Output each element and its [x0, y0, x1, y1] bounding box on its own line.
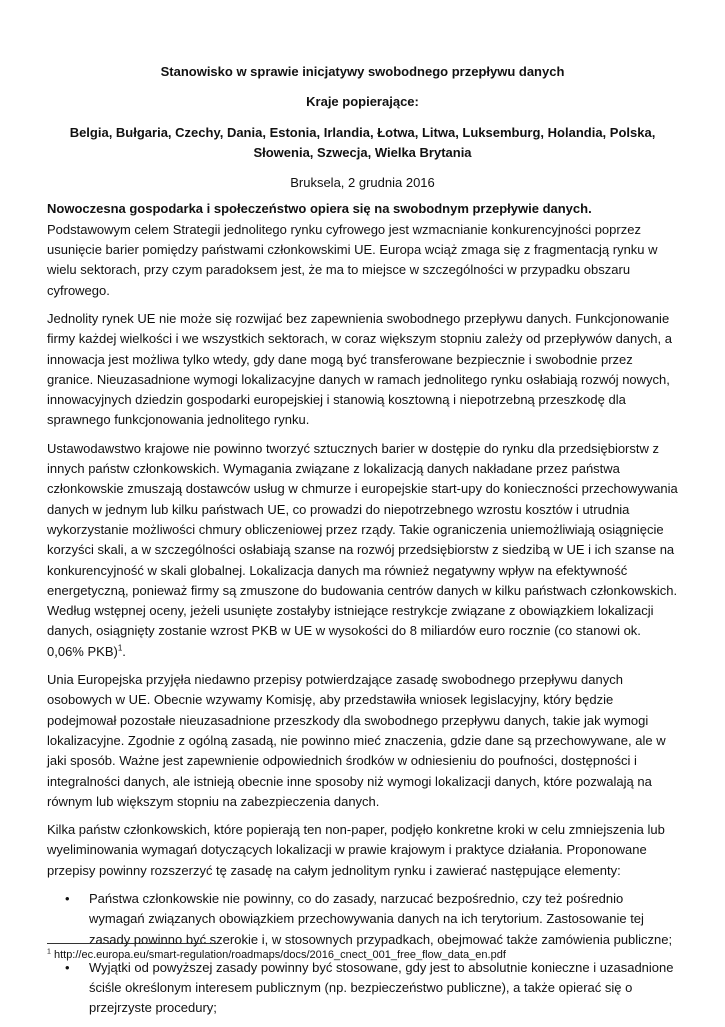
footnote — [47, 948, 678, 962]
paragraph-5: Kilka państw członkowskich, które popierają ten non-paper, podjęło konkretne kroki w celu zmniejszenia lub wyeliminowania wymagań dotyczących lokalizacji w prawie krajowym i praktyce działania. Proponowane przepisy powinny rozszerzyć tę zasadę na całym jednolitym rynku i zawierać następujące elementy: — [47, 822, 665, 878]
supporting-countries: Belgia, Bułgaria, Czechy, Dania, Estonia, Irlandia, Łotwa, Litwa, Luksemburg, Holandia, Polska, Słowenia, Szwecja, Wielka Brytania — [69, 124, 656, 160]
document-date: Bruksela, 2 grudnia 2016 — [290, 175, 435, 191]
list-item-text: Wyjątki od powyższej zasady powinny być stosowane, gdy jest to absolutnie konieczne i uzasadnione ściśle określonym interesem publicznym (np. bezpieczeństwo publiczne), a także opierać się o przejrzyste procedury; — [89, 959, 674, 1016]
paragraph-1 — [47, 199, 678, 300]
list-item-text: Państwa członkowskie nie powinny, co do zasady, narzucać bezpośrednio, czy też pośrednio wymagań związanych obowiązkiem przechowywania danych na ich terytorium. Zastosowanie tej zasady powinno być szerokie i, w stosownych przypadkach, obejmować także zamówienia publiczne; — [89, 890, 673, 947]
list-item — [47, 889, 678, 950]
paragraph-3-end: . — [122, 643, 126, 659]
bullet-icon: • — [65, 959, 70, 975]
paragraph-4: Unia Europejska przyjęła niedawno przepisy potwierdzające zasadę swobodnego przepływu danych osobowych w UE. Obecnie wzywamy Komisję, aby przedstawiła wniosek legislacyjny, który będzie podejmował pozostałe nieuzasadnione przeszkody dla swobodnego przepływu danych, takie jak wymogi lokalizacyjne. Zgodnie z ogólną zasadą, nie powinno mieć znaczenia, gdzie dane są przechowywane, ale w jaki sposób. Ważne jest zapewnienie odpowiednich środków w odniesieniu do poufności, dostępności i integralności danych, ale istnieją obecnie inne sposoby niż wymogi lokalizacji danych, które pozwalają na równym lub większym stopniu na zabezpieczenia danych. — [47, 672, 666, 809]
document-page — [47, 62, 678, 1027]
footnote-reference[interactable]: 1 — [117, 643, 123, 653]
paragraph-2: Jednolity rynek UE nie może się rozwijać bez zapewnienia swobodnego przepływu danych. Funkcjonowanie firmy każdej wielkości i we wszystkich sektorach, w coraz większym stopniu zależy od przepływów danych, a innowacja jest możliwa tylko wtedy, gdy dane mogą być transferowane bezpiecznie i swobodnie przez granice. Nieuzasadnione wymogi lokalizacyjne danych w ramach jednolitego rynku osłabiają rozwój nowych, innowacyjnych dziedzin gospodarki europejskiej i stanowią kosztowną i niepotrzebną przeszkodę dla sprawnego funkcjonowania jednolitego rynku. — [47, 310, 672, 428]
paragraph-1-text: Podstawowym celem Strategii jednolitego rynku cyfrowego jest wzmacnianie konkurencyjności poprzez usunięcie barier pomiędzy państwami członkowskimi UE. Europa wciąż zmaga się z fragmentacją rynku w wielu sektorach, przy czym paradoksem jest, że ma to miejsce w szczególności w przypadku obszaru cyfrowego. — [47, 221, 658, 298]
paragraph-3 — [47, 439, 678, 662]
footnote-link[interactable]: http://ec.europa.eu/smart-regulation/roadmaps/docs/2016_cnect_001_free_flow_data_en.pdf — [50, 949, 506, 961]
document-title: Stanowisko w sprawie inicjatywy swobodnego przepływu danych — [160, 64, 565, 79]
bullet-icon: • — [65, 890, 70, 906]
supporters-heading: Kraje popierające: — [306, 94, 419, 110]
paragraph-3-text: Ustawodawstwo krajowe nie powinno tworzyć sztucznych barier w dostępie do rynku dla przedsiębiorstw z innych państw członkowskich. Wymagania związane z lokalizacją danych nakładane przez państwa członkowskie zmuszają dostawców usług w chmurze i europejskie start-upy do konieczności przechowywania danych w jednym lub kilku państwach UE, co prowadzi do niepotrzebnego wzrostu kosztów i utrudnia wykorzystanie możliwości chmury obliczeniowej przez rządy. Takie ograniczenia uniemożliwiają osiągnięcie korzyści skali, a w szczególności osłabiają szanse na rozwój przedsiębiorstw z siedzibą w UE i ich szanse na konkurencyjność w skali globalnej. Lokalizacja danych ma również negatywny wpływ na efektywność energetyczną, ponieważ firmy są zmuszone do budowania centrów danych w kilku państwach członkowskich. Według wstępnej oceny, jeżeli usunięte zostałyby istniejące restrykcje związane z obowiązkiem lokalizacji danych, osiągnięty zostanie wzrost PKB w UE w wysokości do 8 miliardów euro rocznie (co stanowi ok. 0,06% PKB) — [47, 440, 678, 659]
list-item — [47, 958, 678, 1019]
footnote-divider — [47, 943, 219, 944]
footnote-marker: 1 — [47, 948, 51, 956]
paragraph-1-lead: Nowoczesna gospodarka i społeczeństwo opiera się na swobodnym przepływie danych. — [47, 201, 592, 217]
